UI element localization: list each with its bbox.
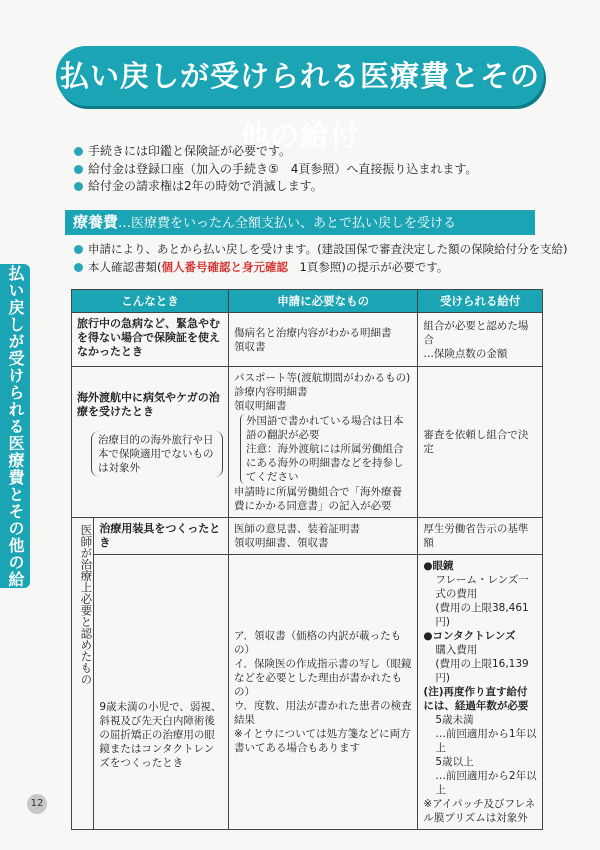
id-note-post: 1頁参照)の提示が必要です。 xyxy=(288,259,449,274)
benefit-contact-detail: 購入費用 (費用の上限16,139円) xyxy=(435,644,529,684)
row-benefit-cell xyxy=(418,555,543,830)
row-when: 治療用装具をつくったとき xyxy=(94,518,229,555)
needs-item-u: ウ．度数、用法が書かれた患者の検査結果 xyxy=(234,700,412,726)
section-header-ryoyohi xyxy=(65,210,535,235)
section-keyword: 療養費 xyxy=(73,213,119,231)
row-needs: 医師の意見書、装着証明書 領収明細書、領収書 xyxy=(229,518,418,555)
table-row xyxy=(72,518,543,555)
section-description: …医療費をいったん全額支払い、あとで払い戻しを受ける xyxy=(118,216,457,231)
page-title: 払い戻しが受けられる医療費とその他の給付 xyxy=(56,46,544,106)
needs-note: ※イとウについては処方箋などに両方書いてある場合もあります xyxy=(234,728,411,754)
page-number: 12 xyxy=(27,794,47,814)
benefit-remake-detail: 5歳未満 …前回適用から1年以上 5歳以上 …前回適用から2年以上 xyxy=(435,714,537,796)
benefit-contact-title: ●コンタクトレンズ xyxy=(423,630,516,642)
row-needs: 傷病名と治療内容がわかる明細書 領収書 xyxy=(229,313,418,367)
header-needs: 申請に必要なもの xyxy=(229,290,418,313)
row-when: 旅行中の急病など、緊急やむを得ない場合で保険証を使えなかったとき xyxy=(72,313,229,367)
intro-bullet: 給付金は登録口座（加入の手続き⑤ 4頁参照）へ直接振り込まれます。 xyxy=(74,161,477,179)
header-when: こんなとき xyxy=(72,290,229,313)
row-when-cell xyxy=(72,367,229,518)
benefit-remake-title: (注)再度作り直す給付には、経過年数が必要 xyxy=(423,686,529,712)
needs-item-a: ア．領収書（価格の内訳が載ったもの） xyxy=(234,630,402,656)
benefit-glasses-title: ●眼鏡 xyxy=(423,560,454,572)
benefits-table xyxy=(71,289,543,830)
table-row xyxy=(72,367,543,518)
section-bullet: 申請により、あとから払い戻しを受けます。(建設国保で審査決定した額の保険給付分を支給) xyxy=(74,241,568,259)
row-benefit: 審査を依頼し組合で決定 xyxy=(418,367,543,518)
row-needs-cell xyxy=(229,367,418,518)
row-when: 9歳未満の小児で、弱視、斜視及び先天白内障術後の屈折矯正の治療用の眼鏡またはコンタクトレンズをつくったとき xyxy=(94,555,229,830)
needs-item-i: イ．保険医の作成指示書の写し（眼鏡などを必要とした理由が書かれたもの） xyxy=(234,658,412,698)
row-when: 海外渡航中に病気やケガの治療を受けたとき xyxy=(77,391,220,418)
table-row xyxy=(72,555,543,830)
group-label-doctor-approved: 医師が治療上必要と認めたもの xyxy=(72,518,94,830)
row-benefit: 厚生労働省告示の基準額 xyxy=(418,518,543,555)
intro-bullet: 手続きには印鑑と保険証が必要です。 xyxy=(74,143,477,161)
table-header-row xyxy=(72,290,543,313)
benefit-eyepatch-note: ※アイパッチ及びフレネル膜プリズムは対象外 xyxy=(423,798,536,824)
id-note-highlight: 個人番号確認と身元確認 xyxy=(161,259,288,274)
intro-bullet-list xyxy=(74,143,477,196)
row-needs-post: 申請時に所属労働組合で「海外療養費にかかる同意書」の記入が必要 xyxy=(234,486,402,512)
id-note-pre: 本人確認書類( xyxy=(88,259,162,274)
row-needs-cell xyxy=(229,555,418,830)
side-index-tab: 払い戻しが受けられる医療費とその他の給 xyxy=(0,264,30,588)
section-bullet-list xyxy=(74,241,568,276)
section-bullet-id xyxy=(74,259,568,277)
row-benefit: 組合が必要と認めた場合 …保険点数の金額 xyxy=(418,313,543,367)
table-row xyxy=(72,313,543,367)
benefit-glasses-detail: フレーム・レンズ一式の費用 (費用の上限38,461円) xyxy=(435,574,529,628)
intro-bullet: 給付金の請求権は2年の時効で消滅します。 xyxy=(74,178,477,196)
row-when-note: 治療目的の海外旅行や日本で保険適用でないものは対象外 xyxy=(91,431,223,477)
row-needs: パスポート等(渡航期間がわかるもの) 診療内容明細書 領収明細書 xyxy=(234,372,411,412)
row-needs-note: 外国語で書かれている場合は日本語の翻訳が必要 注意：海外渡航には所属労働組合にある海外の明細書などを持参してください xyxy=(240,414,412,484)
header-benefit: 受けられる給付 xyxy=(418,290,543,313)
